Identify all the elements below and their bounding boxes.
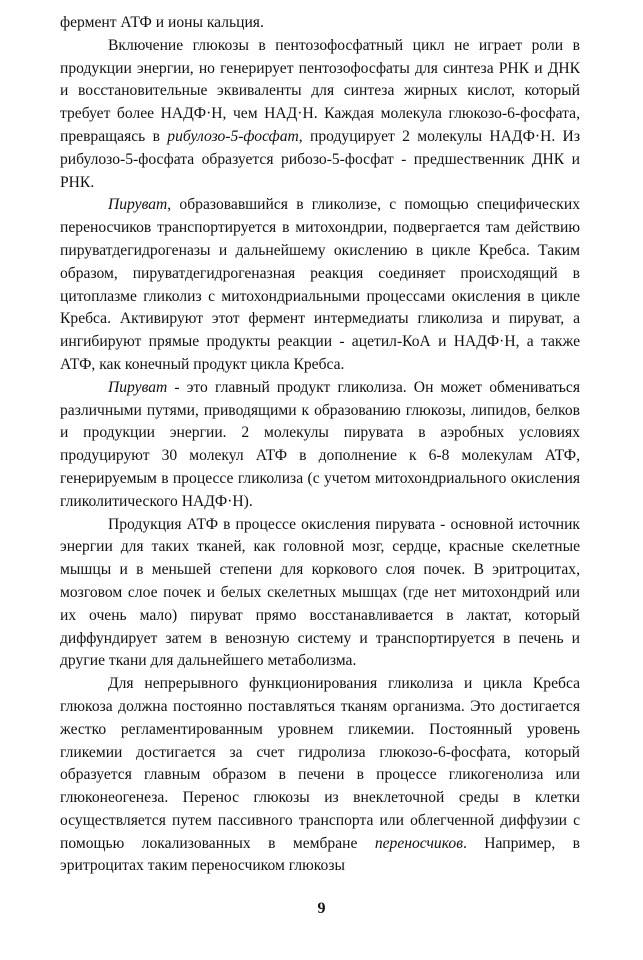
emphasis-term: Пируват <box>108 378 168 396</box>
page-number: 9 <box>317 900 326 917</box>
paragraph-pyruvate-transport <box>60 194 580 376</box>
paragraph-continuation <box>60 12 580 35</box>
text-run: , продуцирует 2 молекулы НАДФ·Н. Из рибулозо-5-фосфата образуется рибозо-5-фосфат - предшественник ДНК и РНК. <box>60 127 580 191</box>
document-body <box>60 12 580 878</box>
emphasis-term: рибулозо-5-фосфат <box>167 127 299 145</box>
paragraph-pyruvate-product <box>60 377 580 514</box>
paragraph-atp-production <box>60 514 580 674</box>
text-run: . Например, в эритроцитах таким переносчиком глюкозы <box>60 834 580 875</box>
text-run: - это главный продукт гликолиза. Он может обмениваться различными путями, приводящими к образованию глюкозы, липидов, белков и продукции энергии. 2 молекулы пирувата в аэробных условиях продуцируют 30 молекул АТФ в дополнение к 6-8 молекулам АТФ, генерируемым в процессе гликолиза (с учетом митохондриального окисления гликолитического НАДФ·Н). <box>60 378 580 510</box>
text-run: Включение глюкозы в пентозофосфатный цикл не играет роли в продукции энергии, но генерирует пентозофосфаты для синтеза РНК и ДНК и восстановительные эквиваленты для синтеза жирных кислот, который требует более НАДФ·Н, чем НАД·Н. Каждая молекула глюкозо-6-фосфата, превращаясь в <box>60 36 580 145</box>
text-run: Продукция АТФ в процессе окисления пирувата - основной источник энергии для таких тканей, как головной мозг, сердце, красные скелетные мышцы и в меньшей степени для коркового слоя почек. В эритроцитах, мозговом слое почек и белых скелетных мышцах (где нет митохондрий или их очень мало) пируват прямо восстанавливается в лактат, который диффундирует затем в венозную систему и транспортируется в печень и другие ткани для дальнейшего метаболизма. <box>60 515 580 670</box>
text-run: фермент АТФ и ионы кальция. <box>60 14 264 31</box>
text-run: , образовавшийся в гликолизе, с помощью специфических переносчиков транспортируется в митохондрии, подвергается там действию пируватдегидрогеназы и дальнейшему окислению в цикле Кребса. Таким образом, пируватдегидрогеназная реакция соединяет происходящий в цитоплазме гликолиз с митохондриальными процессами окисления в цикле Кребса. Активируют этот фермент интермедиаты гликолиза и пируват, а ингибируют прямые продукты реакции - ацетил-КоА и НАДФ·Н, а также АТФ, как конечный продукт цикла Кребса. <box>60 196 580 373</box>
emphasis-term: Пируват <box>108 196 168 214</box>
text-run: Для непрерывного функционирования гликолиза и цикла Кребса глюкоза должна постоянно поставляться тканям организма. Это достигается жестко регламентированным уровнем гликемии. Постоянный уровень гликемии достигается за счет гидролиза глюкозо-6-фосфата, который образуется главным образом в печени в процессе гликогенолиза или глюконеогенеза. Перенос глюкозы из внеклеточной среды в клетки осуществляется путем пассивного транспорта или облегченной диффузии с помощью локализованных в мембране <box>60 675 580 852</box>
paragraph-pentose-phosphate <box>60 35 580 195</box>
emphasis-term: переносчиков <box>374 834 463 852</box>
paragraph-glucose-supply <box>60 673 580 878</box>
